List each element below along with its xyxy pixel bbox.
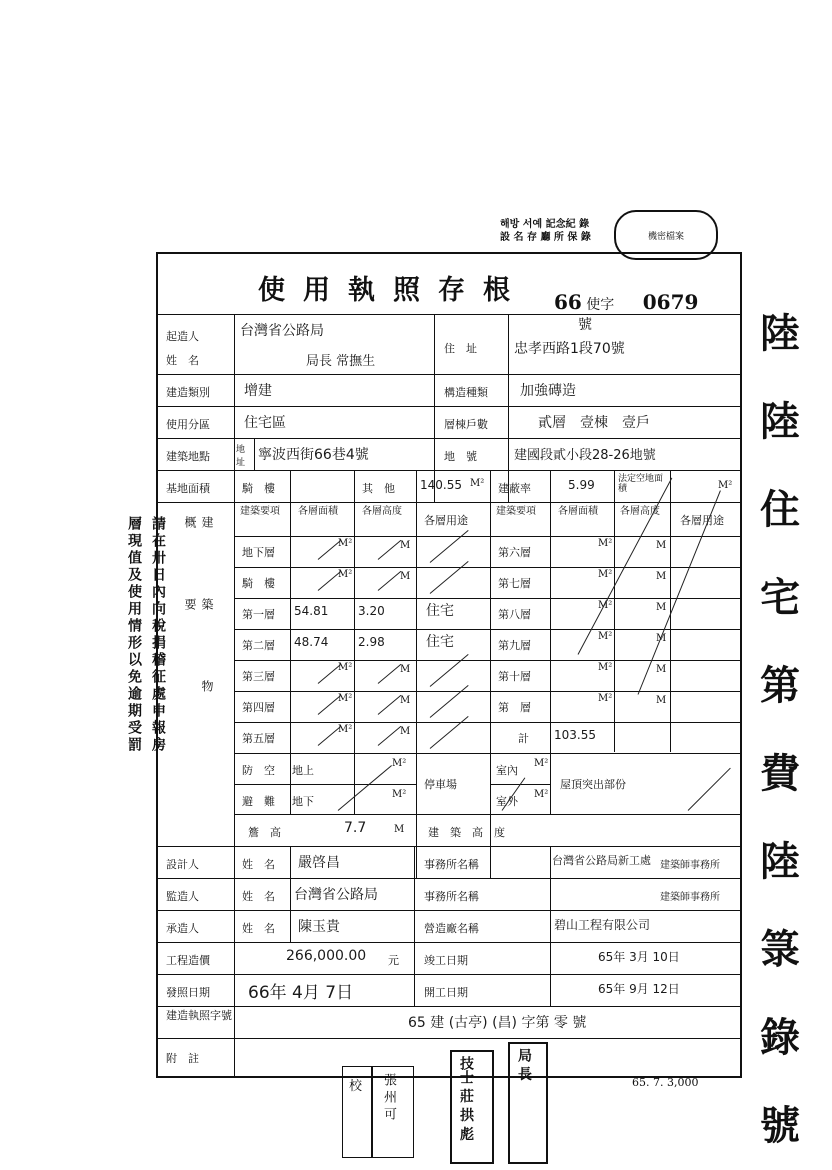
unit-height: M [400,664,411,675]
label-cost: 工程造價 [166,954,210,967]
value-f1-height: 3.20 [358,604,385,618]
floor-label-right-1: 第七層 [498,577,531,590]
doc-number [554,290,740,334]
label-supervisor-office: 事務所名稱 [424,890,479,903]
col-height-right: 各層高度 [620,506,660,517]
value-structure: 加強磚造 [520,383,576,399]
unit-area: M² [534,758,549,769]
right-margin-text [760,290,800,1170]
value-coverage: 5.99 [568,478,595,492]
unit-area: M² [338,724,353,735]
floor-label-right-2: 第八層 [498,608,531,621]
label-structure: 構造種類 [444,386,488,399]
label-legal-area: 法定空地面積 [618,474,664,494]
value-start: 65年 9月 12日 [598,982,680,996]
label-contractor-name: 姓 名 [242,922,275,935]
label-zone: 使用分區 [166,418,210,431]
unit-height: M [656,695,667,706]
label-floors-units: 層棟戶數 [444,418,488,431]
floor-label-right-6: 計 [518,732,529,745]
value-contractor-firm: 碧山工程有限公司 [554,918,651,932]
value-f1-area: 54.81 [294,604,329,618]
floor-label-right-4: 第十層 [498,670,531,683]
value-f2-use: 住宅 [426,634,454,650]
floor-label-right-0: 第六層 [498,546,531,559]
unit-height: M [394,824,405,835]
label-group-building: 建築物概要 [183,516,214,762]
floor-label-left-3: 第二層 [242,639,275,652]
stamp-director-text: 局 長 [516,1048,532,1081]
label-site-addr: 地址 [236,445,246,468]
label-note: 附 註 [166,1052,199,1065]
value-eave-height: 7.7 [344,820,367,836]
floor-label-right-5: 第 層 [498,701,531,714]
unit-area: M² [534,789,549,800]
label-designer: 設計人 [166,858,199,871]
value-builder-rep: 局長 常撫生 [306,354,376,369]
side-note-right-col: 請在卅日內向稅捐稽征處申報房 [150,516,166,754]
label-defense: 防 空 [242,764,275,777]
top-stamp-line1: 해방 서예 記念紀 錄 [500,219,590,230]
doc-hao: 號 [578,317,592,333]
unit-area: M² [338,569,353,580]
label-contractor: 承造人 [166,922,199,935]
label-parking: 停車場 [424,778,457,791]
doc-zi: 使字 [586,297,615,313]
unit-height: M [656,540,667,551]
side-note-left-col: 層現值及使用情形以免逾期受罰 [126,516,142,754]
unit-legal: M² [718,480,733,491]
top-stamp [500,218,591,244]
label-factory: 營造廠名稱 [424,922,479,935]
unit-area: M² [598,600,613,611]
value-total-area: 103.55 [554,728,596,742]
label-supervisor-name: 姓 名 [242,890,275,903]
label-issue-date: 發照日期 [166,986,210,999]
label-below: 地下 [292,795,314,808]
label-completion: 竣工日期 [424,954,468,967]
unit-area: M² [598,662,613,673]
label-address: 住 址 [444,342,477,355]
value-contractor: 陳玉貴 [298,919,340,935]
unit-area: M² [392,789,407,800]
floor-label-left-2: 第一層 [242,608,275,621]
value-cost: 266,000.00 [286,948,367,964]
label-roof: 屋頂突出部份 [560,778,626,791]
value-other-area: 140.55 [420,478,462,492]
unit-height: M [656,602,667,613]
top-stamp-line2: 設 名 存 廳 所 保 錄 [500,232,591,243]
value-supervisor: 台灣省公路局 [294,887,378,903]
label-outdoor: 室外 [496,795,518,808]
doc-year: 66 [554,290,582,314]
stamp-checker-text: 校 [349,1079,363,1094]
stamp-clerk [372,1066,414,1158]
doc-no: 0679 [642,290,699,314]
label-supervisor: 監造人 [166,890,199,903]
label-site: 建築地點 [166,450,210,463]
value-site-addr: 寧波西街66巷4號 [258,447,369,463]
permit-form [156,252,742,1078]
col-item-right: 建築要項 [496,506,536,517]
value-completion: 65年 3月 10日 [598,950,680,964]
floor-label-left-0: 地下層 [242,546,275,559]
col-use-right: 各層用途 [680,514,724,527]
value-permit: 65 建 (古亭) (昌) 字第 零 號 [408,1015,587,1031]
label-indoor: 室內 [496,764,518,777]
col-item-left: 建築要項 [240,506,280,517]
label-above: 地上 [292,764,314,777]
unit-area: M² [392,758,407,769]
label-site-area: 基地面積 [166,482,210,495]
top-round-stamp-text: 機密檔案 [647,231,684,242]
label-other: 其 他 [362,482,395,495]
label-arch-office-2: 建築師事務所 [660,892,720,903]
col-use-left: 各層用途 [424,514,468,527]
unit-height: M [656,571,667,582]
label-lot: 地 號 [444,450,477,463]
stamp-engineer-text: 技士 莊 拱 彪 [458,1056,474,1141]
unit-area: M² [598,693,613,704]
label-name: 姓 名 [166,354,199,367]
label-build-type: 建造類別 [166,386,210,399]
col-height-left: 各層高度 [362,506,402,517]
label-bldg-height: 建 築 高 度 [428,826,505,839]
value-floors-units: 貳層 壹棟 壹戶 [538,415,650,431]
unit-height: M [400,540,411,551]
floor-label-left-1: 騎 樓 [242,577,275,590]
value-builder-name: 台灣省公路局 [240,323,324,339]
stamp-engineer [450,1050,494,1164]
value-build-type: 增建 [244,383,272,399]
value-designer: 嚴啓昌 [298,855,340,871]
unit-area: M² [338,662,353,673]
unit-area: M² [598,631,613,642]
label-permit-no: 建造執照字號 [166,1009,232,1022]
stamp-director [508,1042,548,1164]
value-f1-use: 住宅 [426,603,454,619]
value-f2-area: 48.74 [294,635,329,649]
label-coverage: 建蔽率 [498,482,531,495]
unit-other: M² [470,478,485,489]
label-designer-name: 姓 名 [242,858,275,871]
unit-height: M [400,571,411,582]
stamp-clerk-text: 張 州 可 [381,1073,396,1121]
value-zone: 住宅區 [244,415,286,431]
unit-height: M [400,695,411,706]
unit-area: M² [338,538,353,549]
label-designer-office: 事務所名稱 [424,858,479,871]
col-area-left: 各層面積 [298,506,338,517]
value-f2-height: 2.98 [358,635,385,649]
unit-height: M [656,664,667,675]
label-arch-office-1: 建築師事務所 [660,860,720,871]
label-start: 開工日期 [424,986,468,999]
value-builder-addr: 忠孝西路1段70號 [514,341,625,357]
value-designer-office: 台灣省公路局新工處 [552,854,651,867]
floor-label-left-5: 第四層 [242,701,275,714]
stamp-checker [342,1066,372,1158]
floor-label-left-6: 第五層 [242,732,275,745]
floor-label-left-4: 第三層 [242,670,275,683]
label-evac: 避 難 [242,795,275,808]
unit-height: M [400,726,411,737]
floor-label-right-3: 第九層 [498,639,531,652]
right-margin-chars: 陸 陸 住 宅 第 費 陸 箓 錄 號 [760,310,800,1149]
unit-area: M² [598,569,613,580]
value-issue: 66年 4月 7日 [248,983,354,1003]
label-arcade: 騎 樓 [242,482,275,495]
value-lot-no: 建國段貳小段28-26地號 [514,448,656,463]
form-title: 使用執照存根 [258,275,528,306]
unit-area: M² [338,693,353,704]
label-yuan: 元 [388,954,399,967]
label-eave: 簷 高 [248,826,281,839]
unit-area: M² [598,538,613,549]
unit-height: M [656,633,667,644]
col-area-right: 各層面積 [558,506,598,517]
label-builder: 起造人 [166,330,199,343]
print-info: 65. 7. 3,000 [632,1076,699,1089]
